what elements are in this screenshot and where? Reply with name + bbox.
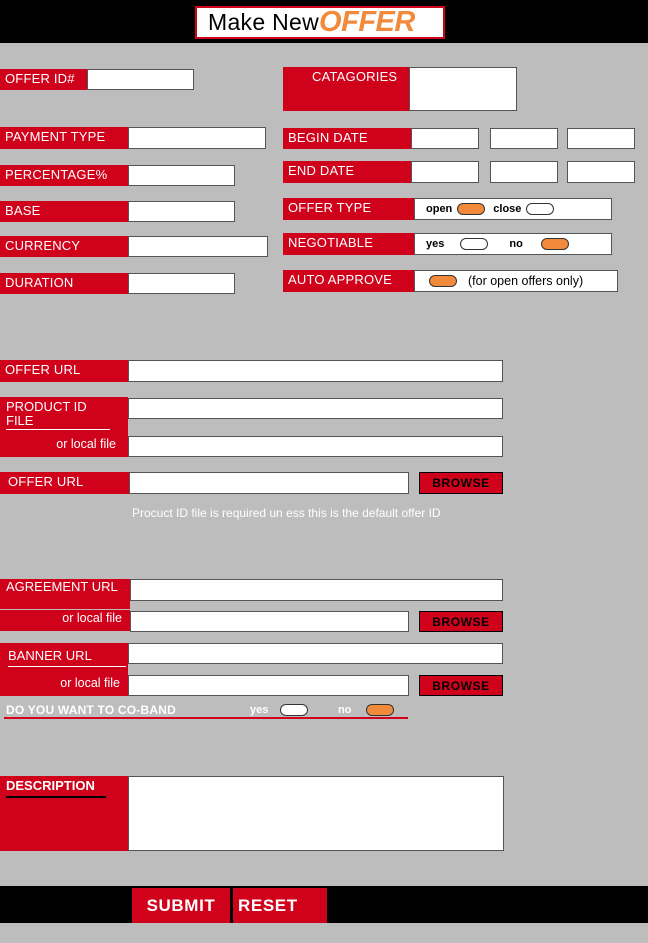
auto-approve-label: AUTO APPROVE <box>283 270 414 292</box>
coband-yes-label: yes <box>250 704 269 716</box>
negotiable-label: NEGOTIABLE <box>283 233 414 255</box>
base-label: BASE <box>0 201 128 222</box>
percentage-label: PERCENTAGE% <box>0 165 128 186</box>
auto-approve-group <box>414 270 618 292</box>
submit-button[interactable]: SUBMIT <box>132 888 230 923</box>
end-date-field-2[interactable] <box>490 161 558 183</box>
agreement-divider <box>0 609 130 610</box>
negotiable-group <box>414 233 612 255</box>
offer-url-2-input[interactable] <box>129 472 409 494</box>
duration-label: DURATION <box>0 273 128 294</box>
agreement-browse-button[interactable]: BROWSE <box>419 611 503 632</box>
percentage-input[interactable] <box>128 165 235 186</box>
negotiable-no-label: no <box>509 238 523 250</box>
end-date-label: END DATE <box>283 161 411 183</box>
product-id-url-input[interactable] <box>128 398 503 419</box>
product-id-file-label: PRODUCT ID FILE <box>6 400 110 430</box>
product-id-local-label: or local file <box>56 437 116 451</box>
categories-select[interactable] <box>409 67 517 111</box>
negotiable-no-radio[interactable] <box>541 238 569 250</box>
title-accent: OFFER <box>319 6 415 38</box>
currency-label: CURRENCY <box>0 236 128 257</box>
banner-url-input[interactable] <box>128 643 503 664</box>
categories-label: CATAGORIES <box>283 67 409 111</box>
begin-date-label: BEGIN DATE <box>283 128 411 149</box>
title-main: Make New <box>208 9 320 35</box>
agreement-local-label: or local file <box>62 611 122 625</box>
banner-browse-button[interactable]: BROWSE <box>419 675 503 696</box>
description-label: DESCRIPTION <box>6 779 106 798</box>
begin-date-field-1[interactable] <box>411 128 479 149</box>
auto-approve-note: (for open offers only) <box>468 274 584 288</box>
offer-url-input[interactable] <box>128 360 503 382</box>
coband-yes-radio[interactable] <box>280 704 308 716</box>
page-title <box>195 6 445 39</box>
base-input[interactable] <box>128 201 235 222</box>
product-id-file-label-block <box>0 397 128 457</box>
description-label-block <box>0 776 128 851</box>
description-textarea[interactable] <box>128 776 504 851</box>
coband-no-label: no <box>338 704 352 716</box>
offer-type-close-label: close <box>493 203 522 215</box>
payment-type-label: PAYMENT TYPE <box>0 127 128 149</box>
offer-type-open-radio[interactable] <box>457 203 485 215</box>
offer-type-open-label: open <box>426 203 453 215</box>
offer-type-group <box>414 198 612 220</box>
payment-type-input[interactable] <box>128 127 266 149</box>
product-id-local-file-input[interactable] <box>128 436 503 457</box>
agreement-url-input[interactable] <box>130 579 503 601</box>
agreement-local-file-input[interactable] <box>130 611 409 632</box>
offer-type-label: OFFER TYPE <box>283 198 414 220</box>
auto-approve-toggle[interactable] <box>429 275 457 287</box>
coband-row <box>4 703 408 719</box>
negotiable-yes-radio[interactable] <box>460 238 488 250</box>
negotiable-yes-label: yes <box>426 238 445 250</box>
duration-input[interactable] <box>128 273 235 294</box>
banner-url-label: BANNER URL <box>8 649 126 667</box>
coband-label: DO YOU WANT TO CO-BAND <box>6 703 176 717</box>
coband-no-radio[interactable] <box>366 704 394 716</box>
banner-local-label: or local file <box>60 676 120 690</box>
offer-url-2-label: OFFER URL <box>0 472 129 494</box>
reset-button[interactable]: RESET <box>233 888 327 923</box>
currency-input[interactable] <box>128 236 268 257</box>
product-id-note: Procuct ID file is required un ess this is the default offer ID <box>132 506 441 520</box>
offer-url-browse-button[interactable]: BROWSE <box>419 472 503 494</box>
offer-id-input[interactable] <box>87 69 194 90</box>
banner-local-file-input[interactable] <box>128 675 409 696</box>
banner-url-label-block <box>0 643 128 696</box>
begin-date-field-2[interactable] <box>490 128 558 149</box>
offer-id-label: OFFER ID# <box>0 69 87 90</box>
agreement-url-label: AGREEMENT URL <box>6 579 118 594</box>
offer-type-close-radio[interactable] <box>526 203 554 215</box>
offer-url-label: OFFER URL <box>0 360 128 382</box>
begin-date-field-3[interactable] <box>567 128 635 149</box>
agreement-url-label-block <box>0 579 130 631</box>
end-date-field-3[interactable] <box>567 161 635 183</box>
end-date-field-1[interactable] <box>411 161 479 183</box>
